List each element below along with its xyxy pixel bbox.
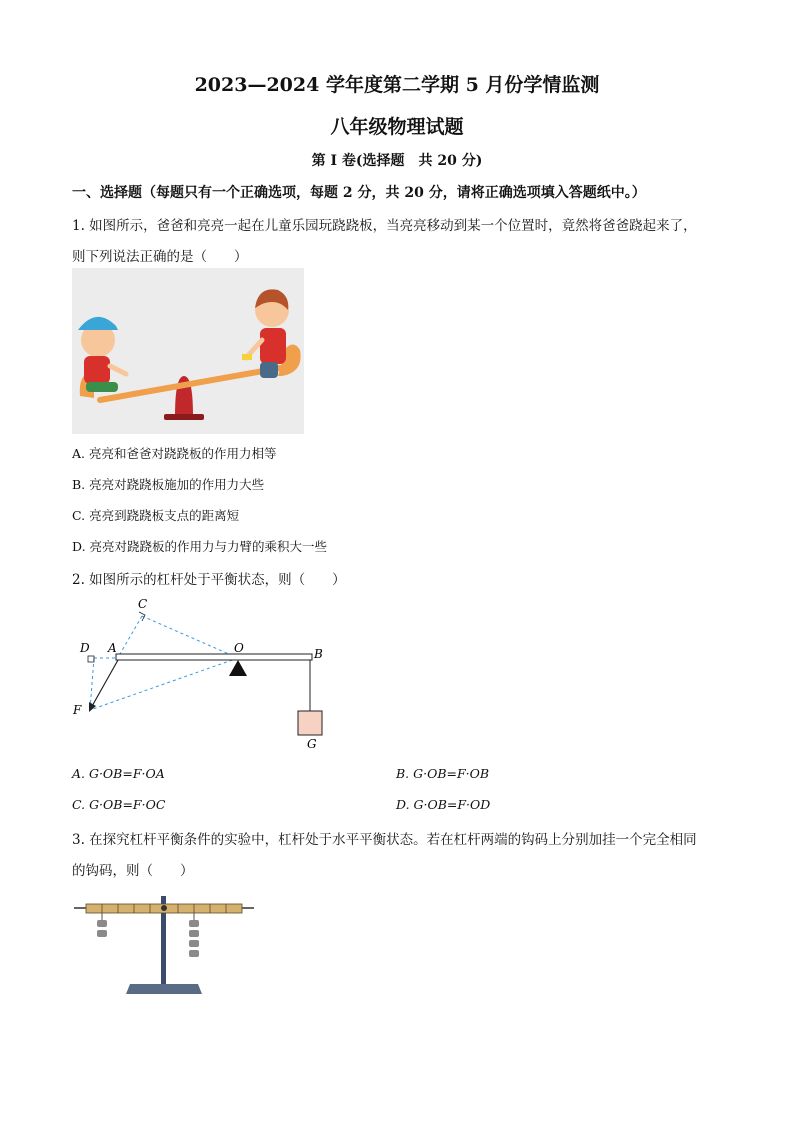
right-weight-1: [189, 920, 199, 927]
volume-heading: 第 I 卷(选择题 共 20 分): [311, 153, 483, 169]
left-weight-1: [97, 920, 107, 927]
dad-shirt: [260, 328, 286, 364]
q3-stem-line2: 的钩码，则（ ）: [72, 863, 194, 879]
q2-option-a[interactable]: A. G·OB=F·OA: [72, 766, 165, 781]
right-weight-3: [189, 940, 199, 947]
q2-option-c[interactable]: C. G·OB=F·OC: [72, 797, 166, 812]
fulcrum: [229, 660, 247, 676]
lever-bar: [116, 654, 312, 660]
label-a: A: [108, 641, 117, 655]
section-heading: 一、选择题（每题只有一个正确选项，每题 2 分，共 20 分，请将正确选项填入答题纸中。）: [72, 185, 646, 201]
label-d: D: [80, 641, 90, 655]
q1-option-d[interactable]: D. 亮亮对跷跷板的作用力与力臂的乘积大一些: [72, 539, 328, 554]
dashed-of: [90, 658, 238, 710]
q1-stem-line2: 则下列说法正确的是（ ）: [72, 249, 248, 265]
dashed-df: [90, 658, 94, 710]
seat-handle: [242, 354, 252, 360]
exam-subtitle: 八年级物理试题: [330, 116, 464, 138]
dad-pants: [260, 362, 278, 378]
q2-option-b[interactable]: B. G·OB=F·OB: [396, 766, 490, 781]
label-f: F: [73, 703, 82, 717]
balance-apparatus: [72, 890, 258, 998]
label-g: G: [307, 737, 317, 751]
force-f-line: [91, 660, 118, 708]
exam-title: 2023—2024 学年度第二学期 5 月份学情监测: [194, 74, 600, 96]
stand-base: [126, 984, 202, 994]
lever-diagram: [72, 590, 342, 755]
lever-pivot: [161, 905, 167, 911]
child-shirt: [84, 356, 110, 384]
right-weight-4: [189, 950, 199, 957]
left-weight-2: [97, 930, 107, 937]
label-o: O: [234, 641, 244, 655]
right-angle-d: [88, 656, 94, 662]
pivot-base: [164, 414, 204, 420]
q1-stem-line1: 1. 如图所示，爸爸和亮亮一起在儿童乐园玩跷跷板，当亮亮移动到某一个位置时，竟然将爸爸跷起来了，: [72, 218, 697, 234]
weight-block: [298, 711, 322, 735]
right-weight-2: [189, 930, 199, 937]
q2-stem: 2. 如图所示的杠杆处于平衡状态，则（ ）: [72, 572, 346, 588]
force-f-arrow: [89, 702, 96, 712]
label-b: B: [314, 647, 323, 661]
dashed-oc: [142, 616, 238, 658]
q1-option-b[interactable]: B. 亮亮对跷跷板施加的作用力大些: [72, 477, 265, 492]
dashed-ac: [120, 616, 142, 654]
q2-option-d[interactable]: D. G·OB=F·OD: [396, 797, 491, 812]
q3-stem-line1: 3. 在探究杠杆平衡条件的实验中，杠杆处于水平平衡状态。若在杠杆两端的钩码上分别加挂一个完全相同: [72, 832, 697, 848]
q1-option-c[interactable]: C. 亮亮到跷跷板支点的距离短: [72, 508, 240, 523]
seesaw-illustration: [72, 268, 304, 434]
label-c: C: [138, 597, 148, 611]
q1-option-a[interactable]: A. 亮亮和爸爸对跷跷板的作用力相等: [72, 446, 277, 461]
child-shorts: [86, 382, 118, 392]
